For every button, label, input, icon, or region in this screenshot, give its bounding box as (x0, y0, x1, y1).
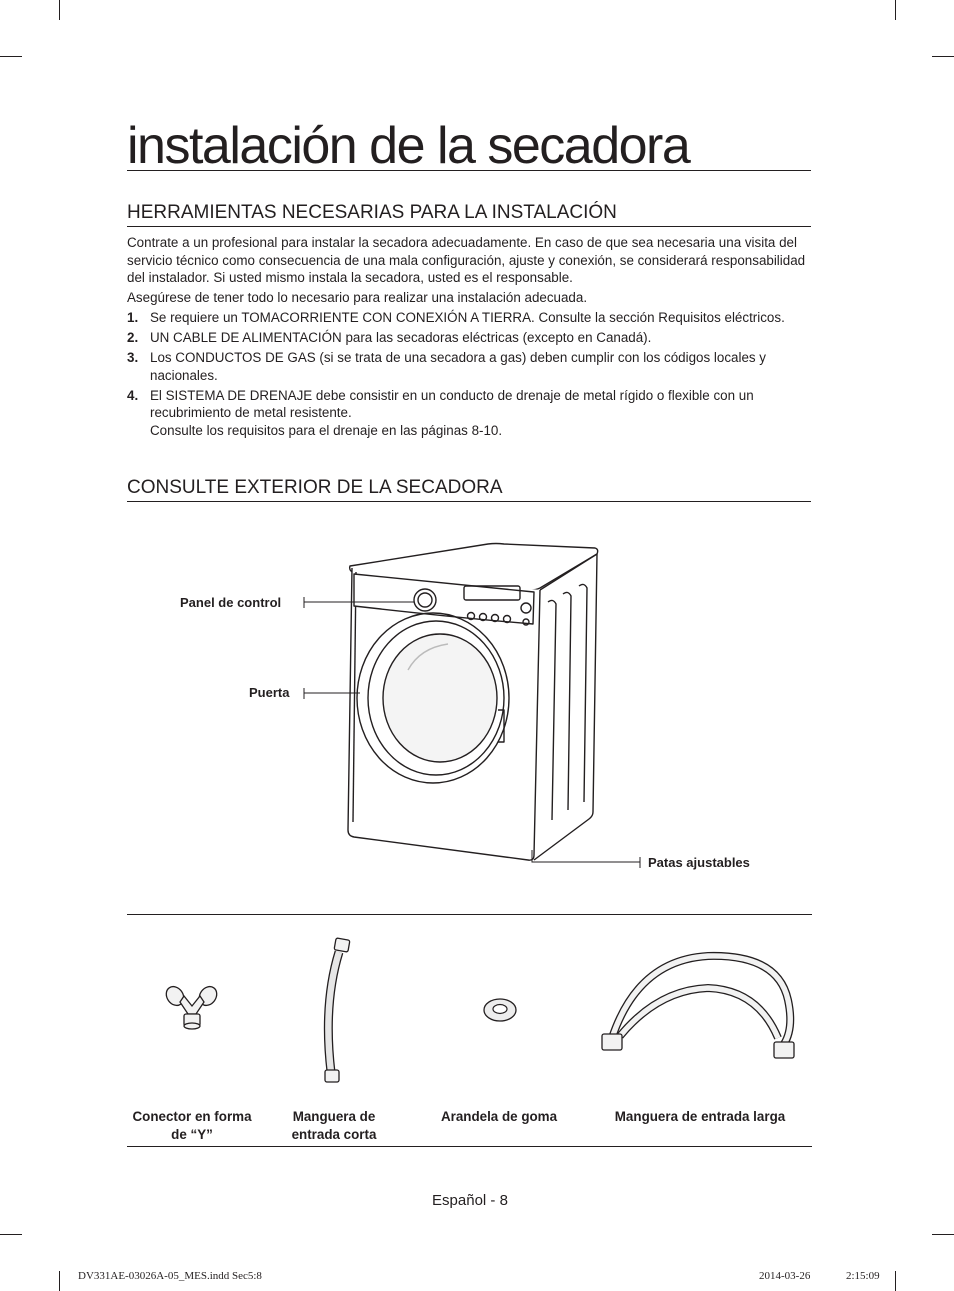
crop-mark (895, 0, 896, 20)
list-item: 1. Se requiere un TOMACORRIENTE CON CONEXIÓN A TIERRA. Consulte la sección Requisitos eléctricos. (127, 310, 785, 325)
short-hose-icon (315, 934, 355, 1089)
crop-mark (59, 0, 60, 20)
list-item-note: Consulte los requisitos para el drenaje en las páginas 8-10. (150, 423, 503, 439)
list-item: 2. UN CABLE DE ALIMENTACIÓN para las secadoras eléctricas (excepto en Canadá). (127, 330, 652, 346)
crop-mark (0, 1234, 22, 1235)
rubber-washer-icon (480, 995, 520, 1025)
crop-mark (895, 1271, 896, 1291)
callout-door: Puerta (249, 685, 290, 700)
slug-time: 2:15:09 (846, 1270, 880, 1282)
crop-mark (932, 56, 954, 57)
page-number: Español - 8 (432, 1192, 508, 1209)
table-top-rule (127, 914, 812, 915)
page-title: instalación de la secadora (127, 118, 811, 171)
tools-intro: Contrate a un profesional para instalar la secadora adecuadamente. En caso de que sea necesaria una visita del servicio técnico como consecuencia de una mala configuración, ajuste y conexión, se considerará responsabilidad del instalador. Si usted mismo instala la secadora, usted es el responsable. (127, 235, 806, 286)
list-item: 4. El SISTEMA DE DRENAJE debe consistir en un conducto de drenaje de metal rígido o flexible con un recubrimiento de metal resistente. Consulte los requisitos para el drenaje en las páginas 8-10. (127, 387, 817, 440)
long-hose-icon (598, 950, 808, 1065)
requirements-list (127, 309, 817, 442)
crop-mark (0, 56, 22, 57)
dryer-illustration (290, 530, 650, 875)
table-bottom-rule (127, 1146, 812, 1147)
exterior-heading: CONSULTE EXTERIOR DE LA SECADORA (127, 476, 811, 502)
tools-intro-2: Asegúrese de tener todo lo necesario para realizar una instalación adecuada. (127, 290, 588, 305)
y-connector-icon (162, 982, 222, 1032)
accessory-label-washer: Arandela de goma (440, 1109, 558, 1124)
list-item: 3. Los CONDUCTOS DE GAS (si se trata de una secadora a gas) deben cumplir con los códigos locales y nacionales. (127, 350, 767, 383)
callout-feet: Patas ajustables (648, 855, 750, 870)
slug-date: 2014-03-26 (759, 1270, 811, 1282)
crop-mark (59, 1271, 60, 1291)
accessory-label-y-connector: Conector en forma de “Y” (132, 1109, 252, 1142)
callout-control-panel: Panel de control (180, 595, 282, 610)
accessory-label-short-hose: Manguera de entrada corta (291, 1109, 377, 1142)
accessory-label-long-hose: Manguera de entrada larga (614, 1109, 786, 1124)
crop-mark (932, 1234, 954, 1235)
slug-file: DV331AE-03026A-05_MES.indd Sec5:8 (78, 1270, 262, 1282)
tools-heading: HERRAMIENTAS NECESARIAS PARA LA INSTALACIÓN (127, 201, 811, 227)
